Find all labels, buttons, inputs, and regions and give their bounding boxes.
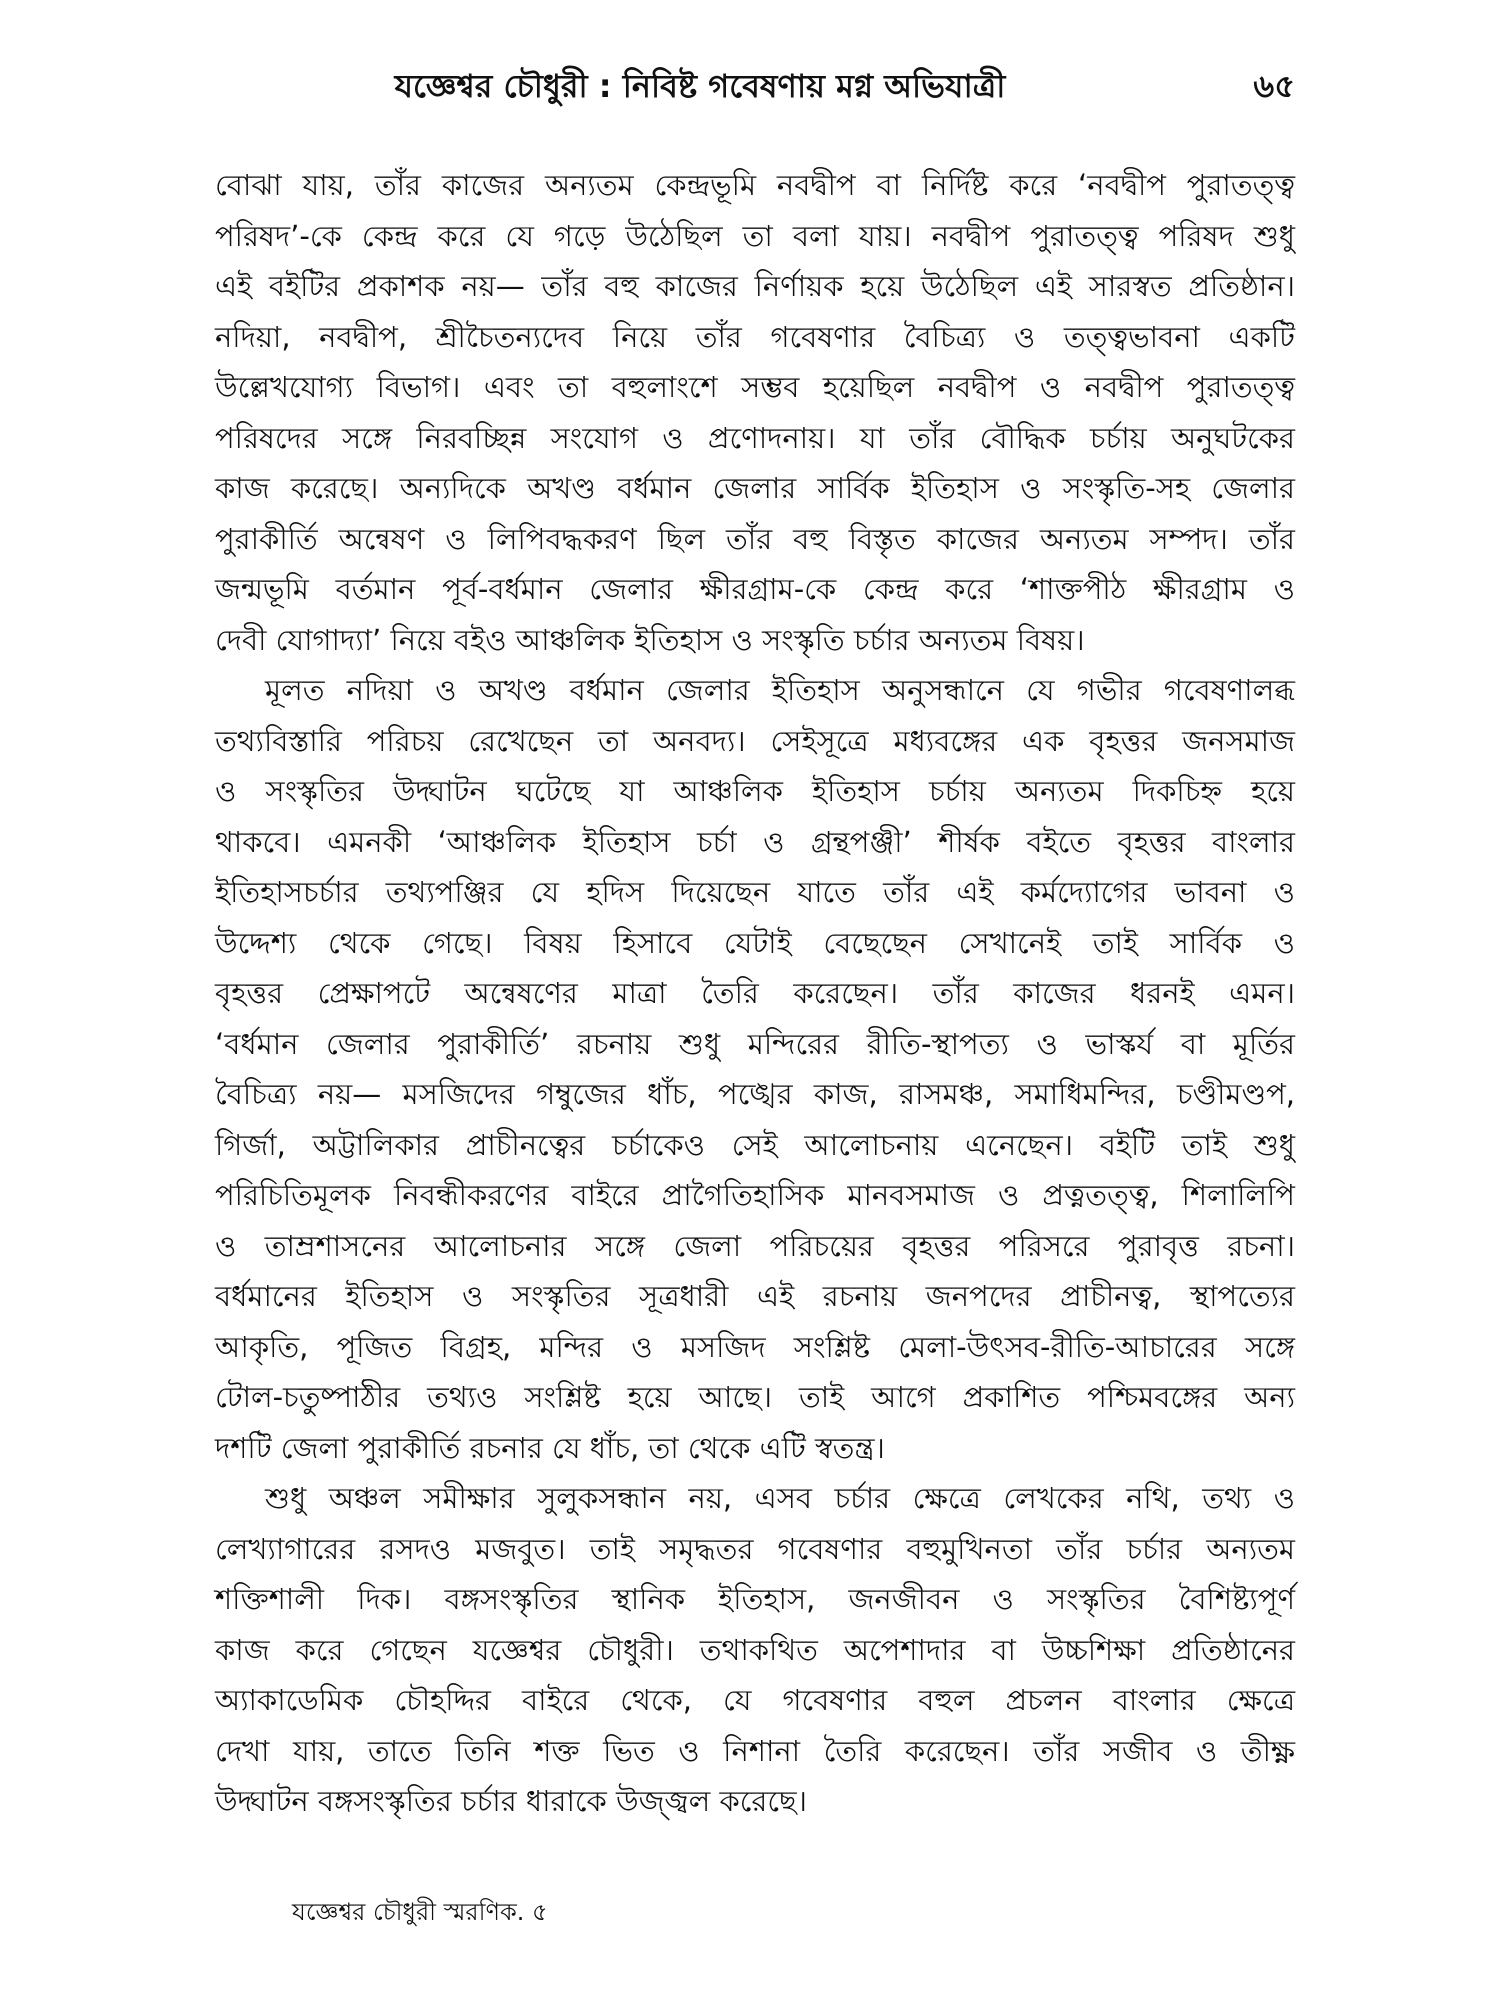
running-title: যজ্ঞেশ্বর চৌধুরী : নিবিষ্ট গবেষণায় মগ্ন অভিযাত্রী [394, 67, 1006, 105]
page-footer: যজ্ঞেশ্বর চৌধুরী স্মরণিক. ৫ [292, 1898, 548, 1926]
text-line: পরিষদের সঙ্গে নিরবচ্ছিন্ন সংযোগ ও প্রণোদনায়। যা তাঁর বৌদ্ধিক চর্চায় অনুঘটকের [215, 420, 1295, 455]
text-line: ও সংস্কৃতির উদ্ঘাটন ঘটেছে যা আঞ্চলিক ইতিহাস চর্চায় অন্যতম দিকচিহ্ন হয়ে [215, 774, 1295, 808]
text-line: নদিয়া, নবদ্বীপ, শ্রীচৈতন্যদেব নিয়ে তাঁর গবেষণার বৈচিত্র্য ও তত্ত্বভাবনা একটি [215, 319, 1295, 354]
text-line: আকৃতি, পূজিত বিগ্রহ, মন্দির ও মসজিদ সংশ্লিষ্ট মেলা-উৎসব-রীতি-আচারের সঙ্গে [215, 1329, 1295, 1364]
text-line: কাজ করে গেছেন যজ্ঞেশ্বর চৌধুরী। তথাকথিত অপেশাদার বা উচ্চশিক্ষা প্রতিষ্ঠানের [215, 1632, 1295, 1667]
body-text [215, 160, 1295, 1827]
text-line: দেবী যোগাদ্যা’ নিয়ে বইও আঞ্চলিক ইতিহাস ও সংস্কৃতি চর্চার অন্যতম বিষয়। [215, 622, 1085, 657]
text-line: গির্জা, অট্টালিকার প্রাচীনত্বের চর্চাকেও সেই আলোচনায় এনেছেন। বইটি তাই শুধু [215, 1127, 1295, 1162]
page-number: ৬৫ [1253, 67, 1295, 105]
text-line: শক্তিশালী দিক। বঙ্গসংস্কৃতির স্থানিক ইতিহাস, জনজীবন ও সংস্কৃতির বৈশিষ্ট্যপূর্ণ [215, 1582, 1295, 1616]
text-line: উল্লেখযোগ্য বিভাগ। এবং তা বহুলাংশে সম্ভব হয়েছিল নবদ্বীপ ও নবদ্বীপ পুরাতত্ত্ব [215, 370, 1295, 404]
text-line: বোঝা যায়, তাঁর কাজের অন্যতম কেন্দ্রভূমি নবদ্বীপ বা নির্দিষ্ট করে ‘নবদ্বীপ পুরাতত্ত্ব [215, 168, 1295, 202]
text-line: জন্মভূমি বর্তমান পূর্ব-বর্ধমান জেলার ক্ষীরগ্রাম-কে কেন্দ্র করে ‘শাক্তপীঠ ক্ষীরগ্রাম ও [215, 572, 1295, 606]
text-line: অ্যাকাডেমিক চৌহদ্দির বাইরে থেকে, যে গবেষণার বহুল প্রচলন বাংলার ক্ষেত্রে [215, 1683, 1295, 1717]
text-line: কাজ করেছে। অন্যদিকে অখণ্ড বর্ধমান জেলার সার্বিক ইতিহাস ও সংস্কৃতি-সহ জেলার [215, 471, 1295, 505]
text-line: পরিষদ’-কে কেন্দ্র করে যে গড়ে উঠেছিল তা বলা যায়। নবদ্বীপ পুরাতত্ত্ব পরিষদ শুধু [215, 218, 1295, 253]
text-line: বৃহত্তর প্রেক্ষাপটে অন্বেষণের মাত্রা তৈরি করেছেন। তাঁর কাজের ধরনই এমন। [215, 976, 1295, 1010]
text-line: পরিচিতিমূলক নিবন্ধীকরণের বাইরে প্রাগৈতিহাসিক মানবসমাজ ও প্রত্নতত্ত্ব, শিলালিপি [215, 1178, 1295, 1212]
text-line: টোল-চতুষ্পাঠীর তথ্যও সংশ্লিষ্ট হয়ে আছে। তাই আগে প্রকাশিত পশ্চিমবঙ্গের অন্য [215, 1380, 1295, 1414]
text-line: মূলত নদিয়া ও অখণ্ড বর্ধমান জেলার ইতিহাস অনুসন্ধানে যে গভীর গবেষণালব্ধ [265, 673, 1295, 707]
text-line: ‘বর্ধমান জেলার পুরাকীর্তি’ রচনায় শুধু মন্দিরের রীতি-স্থাপত্য ও ভাস্কর্য বা মূর্তির [215, 1026, 1295, 1061]
text-line: শুধু অঞ্চল সমীক্ষার সুলুকসন্ধান নয়, এসব চর্চার ক্ষেত্রে লেখকের নথি, তথ্য ও [265, 1481, 1295, 1515]
text-line: লেখ্যাগারের রসদও মজবুত। তাই সমৃদ্ধতর গবেষণার বহুমুখিনতা তাঁর চর্চার অন্যতম [215, 1531, 1295, 1566]
text-line: দশটি জেলা পুরাকীর্তি রচনার যে ধাঁচ, তা থেকে এটি স্বতন্ত্র। [215, 1430, 885, 1465]
text-line: দেখা যায়, তাতে তিনি শক্ত ভিত ও নিশানা তৈরি করেছেন। তাঁর সজীব ও তীক্ষ্ণ [215, 1733, 1295, 1768]
text-line: এই বইটির প্রকাশক নয়— তাঁর বহু কাজের নির্ণায়ক হয়ে উঠেছিল এই সারস্বত প্রতিষ্ঠান। [215, 269, 1295, 303]
text-line: তথ্যবিস্তারি পরিচয় রেখেছেন তা অনবদ্য। সেইসূত্রে মধ্যবঙ্গের এক বৃহত্তর জনসমাজ [215, 723, 1295, 758]
text-line: উদ্দেশ্য থেকে গেছে। বিষয় হিসাবে যেটাই বেছেছেন সেখানেই তাই সার্বিক ও [215, 925, 1295, 960]
text-line: বৈচিত্র্য নয়— মসজিদের গম্বুজের ধাঁচ, পঙ্খের কাজ, রাসমঞ্চ, সমাধিমন্দির, চণ্ডীমণ্ডপ, [215, 1077, 1295, 1111]
text-line: পুরাকীর্তি অন্বেষণ ও লিপিবদ্ধকরণ ছিল তাঁর বহু বিস্তৃত কাজের অন্যতম সম্পদ। তাঁর [215, 521, 1295, 556]
text-line: উদ্ঘাটন বঙ্গসংস্কৃতির চর্চার ধারাকে উজ্জ্বল করেছে। [215, 1784, 807, 1818]
text-line: ও তাম্রশাসনের আলোচনার সঙ্গে জেলা পরিচয়ের বৃহত্তর পরিসরে পুরাবৃত্ত রচনা। [215, 1228, 1295, 1263]
text-line: ইতিহাসচর্চার তথ্যপঞ্জির যে হদিস দিয়েছেন যাতে তাঁর এই কর্মদ্যোগের ভাবনা ও [215, 875, 1295, 909]
text-line: থাকবে। এমনকী ‘আঞ্চলিক ইতিহাস চর্চা ও গ্রন্থপঞ্জী’ শীর্ষক বইতে বৃহত্তর বাংলার [215, 824, 1295, 859]
running-head [215, 62, 1295, 122]
text-line: বর্ধমানের ইতিহাস ও সংস্কৃতির সূত্রধারী এই রচনায় জনপদের প্রাচীনত্ব, স্থাপত্যের [215, 1279, 1295, 1313]
